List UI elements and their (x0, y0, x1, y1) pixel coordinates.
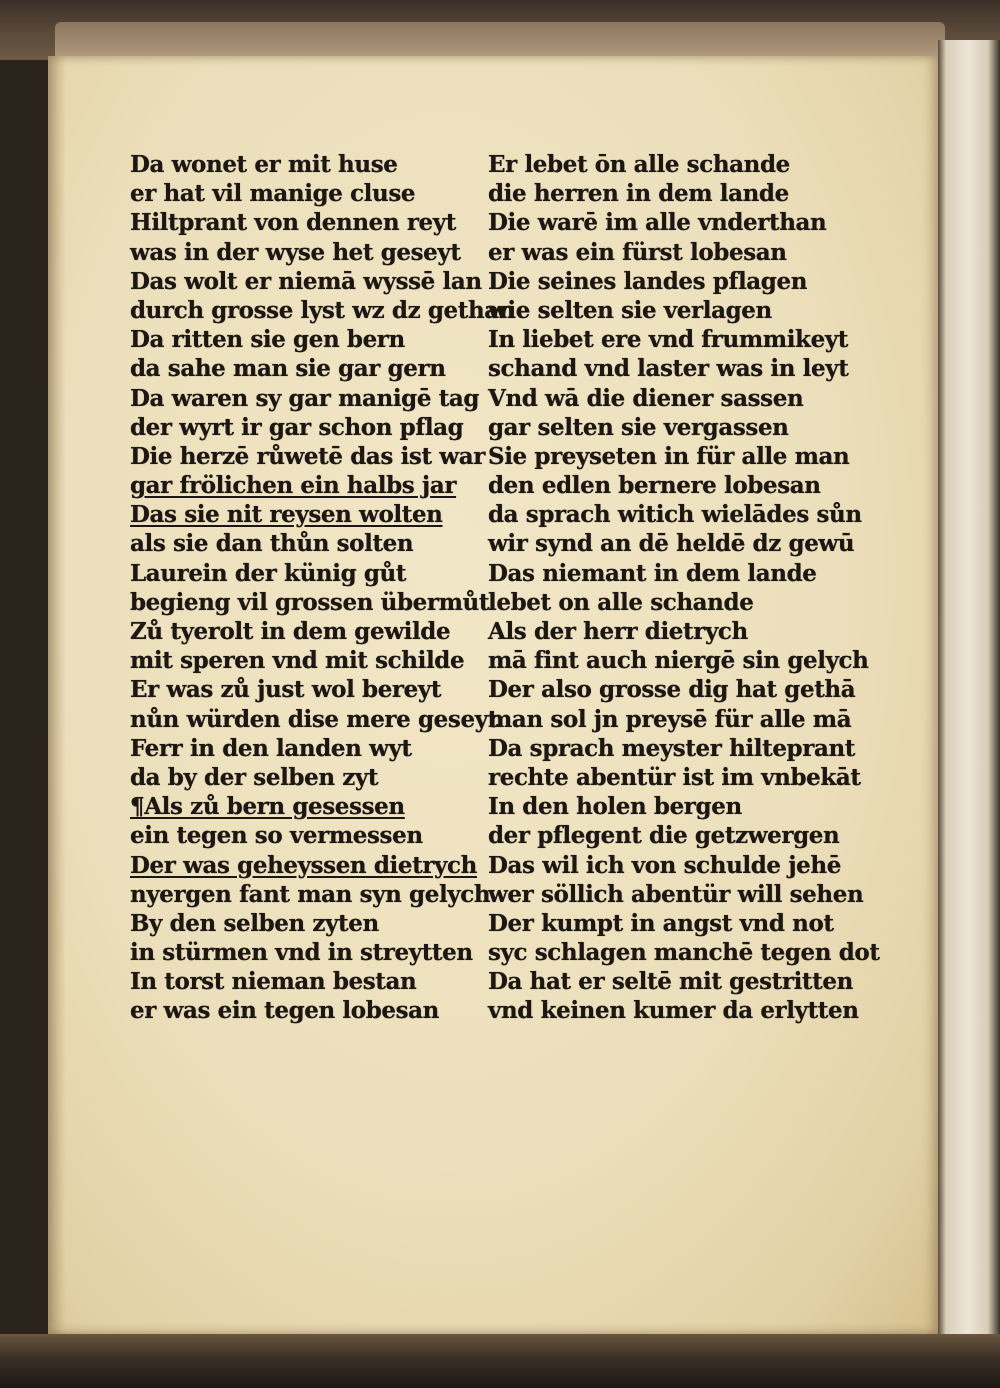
text-line: lebet on alle schande (488, 588, 754, 616)
text-line: syc schlagen manchē tegen dot (488, 939, 880, 967)
text-line: Da ritten sie gen bern (130, 326, 405, 354)
text-line: Das wil ich von schulde jehē (488, 851, 841, 879)
text-line: ein tegen so vermessen (130, 822, 423, 850)
text-line: nůn würden dise mere geseyt (130, 705, 498, 733)
text-line: Vnd wā die diener sassen (488, 384, 804, 412)
text-line: die herren in dem lande (488, 180, 789, 208)
text-line: Da hat er seltē mit gestritten (488, 968, 853, 996)
text-line: Da waren sy gar manigē tag (130, 384, 480, 412)
text-line: den edlen bernere lobesan (488, 472, 821, 500)
text-line: In liebet ere vnd frummikeyt (488, 326, 849, 354)
text-line: er hat vil manige cluse (130, 180, 416, 208)
text-line: Laurein der künig gůt (130, 559, 407, 587)
text-line: er was ein fürst lobesan (488, 238, 787, 266)
text-line: Die warē im alle vnderthan (488, 209, 827, 237)
text-line: Als der herr dietrych (488, 618, 748, 645)
facing-page-edge (938, 40, 1000, 1350)
text-line: wir synd an dē heldē dz gewū (488, 530, 855, 558)
text-line: By den selben zyten (130, 909, 379, 937)
book-binding-bottom (0, 1334, 1000, 1388)
text-line: Die herzē růwetē das ist war (130, 442, 485, 470)
text-line: mit speren vnd mit schilde (130, 647, 465, 675)
text-line: Die seines landes pflagen (488, 267, 808, 295)
cover-edge (55, 22, 945, 60)
right-text-column (488, 150, 880, 1026)
text-line: schand vnd laster was in leyt (488, 355, 849, 383)
text-line: Der also grosse dig hat gethā (488, 676, 856, 704)
text-line: in stürmen vnd in streytten (130, 939, 473, 967)
text-line: Der was geheyssen dietrych (130, 851, 477, 879)
text-line: gar selten sie vergassen (488, 413, 789, 441)
text-line: Ferr in den landen wyt (130, 734, 412, 762)
text-line: gar frölichen ein halbs jar (130, 472, 457, 500)
text-line: er was ein tegen lobesan (130, 997, 439, 1025)
text-line: Sie preyseten in für alle man (488, 442, 850, 470)
text-line: Er was zů just wol bereyt (130, 676, 442, 704)
text-line: Hiltprant von dennen reyt (130, 209, 456, 237)
text-line: vnd keinen kumer da erlytten (488, 997, 859, 1025)
text-line: wer söllich abentür will sehen (488, 880, 864, 908)
text-line: da by der selben zyt (130, 763, 379, 791)
text-line: Da sprach meyster hilteprant (488, 734, 856, 762)
text-line: Er lebet ōn alle schande (488, 151, 790, 178)
text-line: der wyrt ir gar schon pflag (130, 413, 464, 441)
text-line: Der kumpt in angst vnd not (488, 909, 834, 937)
text-line: ¶Als zů bern gesessen (130, 793, 405, 821)
text-line: da sahe man sie gar gern (130, 355, 446, 383)
text-line: In den holen bergen (488, 793, 742, 821)
text-line: In torst nieman bestan (130, 968, 417, 996)
left-text-column (130, 150, 516, 1026)
text-line: Da wonet er mit huse (130, 151, 398, 178)
text-line: da sprach witich wielādes sůn (488, 501, 862, 529)
text-line: durch grosse lyst wz dz gethan (130, 296, 516, 324)
text-line: Das wolt er niemā wyssē lan (130, 267, 482, 295)
text-line: als sie dan thůn solten (130, 530, 414, 558)
text-line: der pflegent die getzwergen (488, 822, 840, 850)
text-line: wie selten sie verlagen (488, 296, 772, 324)
text-line: Das sie nit reysen wolten (130, 501, 443, 529)
text-line: Das niemant in dem lande (488, 559, 817, 587)
text-line: was in der wyse het geseyt (130, 238, 461, 266)
text-line: mā fint auch niergē sin gelych (488, 647, 869, 675)
text-line: rechte abentür ist im vnbekāt (488, 763, 861, 791)
text-line: Zů tyerolt in dem gewilde (130, 618, 451, 645)
text-line: begieng vil grossen übermůt (130, 588, 490, 616)
text-line: nyergen fant man syn gelych (130, 880, 491, 908)
text-line: man sol jn preysē für alle mā (488, 705, 852, 733)
